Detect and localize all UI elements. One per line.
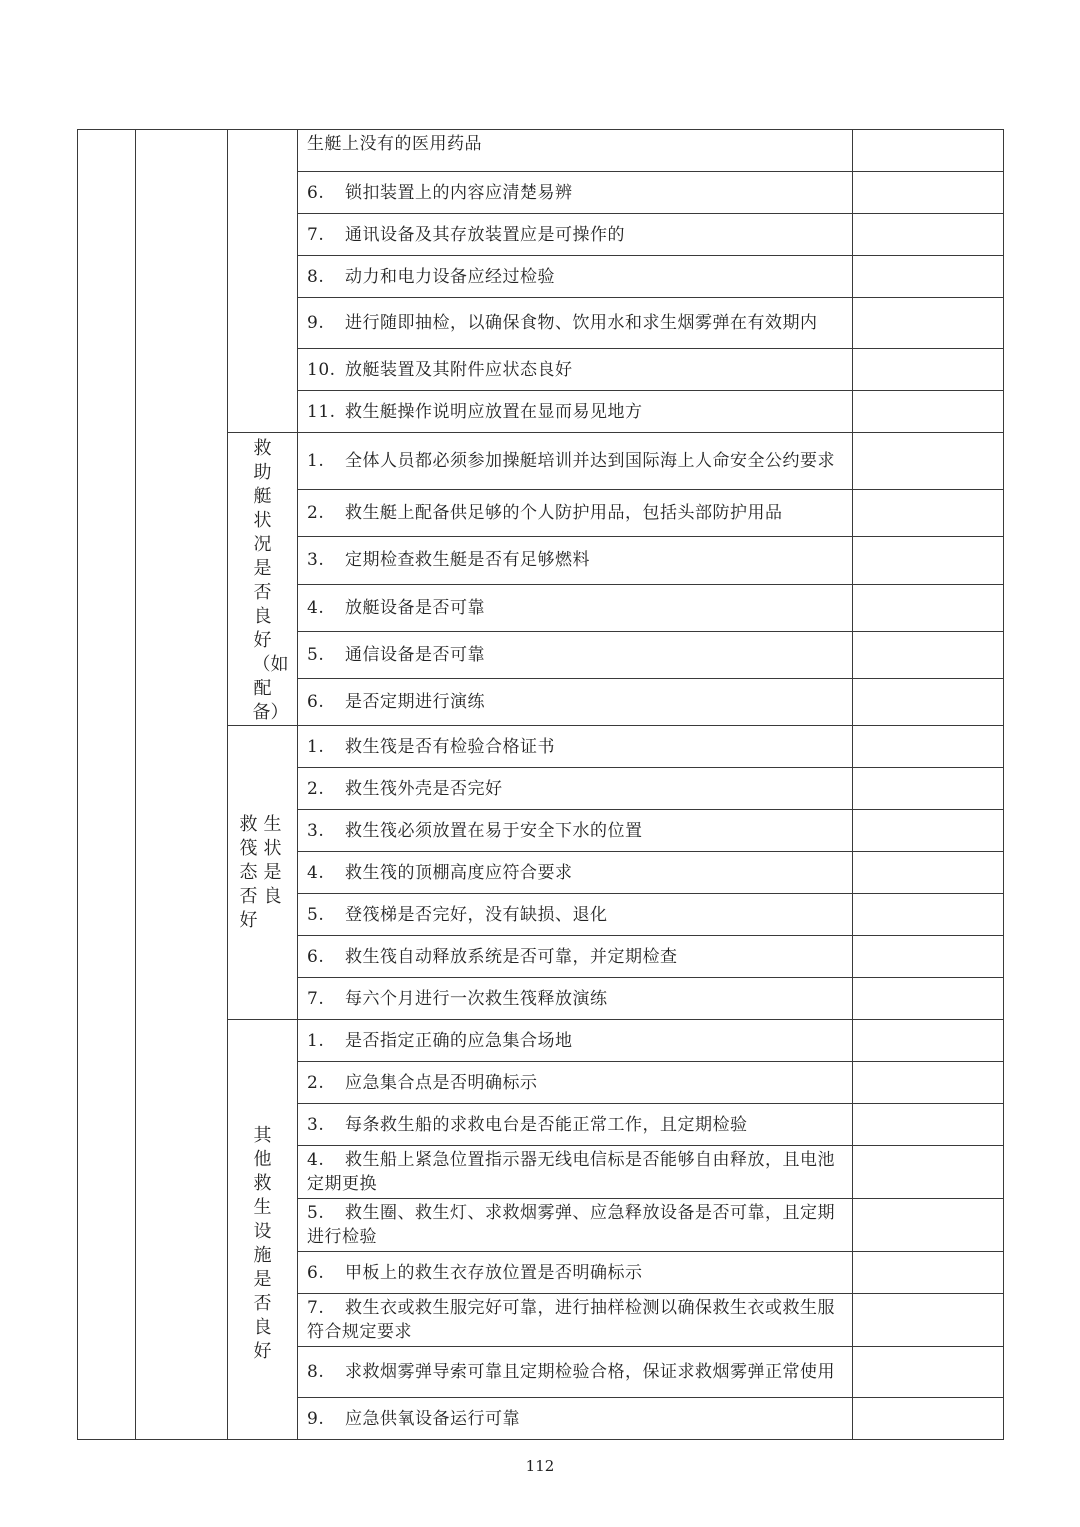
category-other-equipment <box>228 1020 298 1440</box>
checklist-item <box>298 130 853 172</box>
item-text: 通信设备是否可靠 <box>345 644 485 665</box>
checklist-item <box>298 1294 853 1347</box>
result-cell[interactable] <box>853 537 1004 584</box>
page-number: 112 <box>525 1457 555 1475</box>
result-cell[interactable] <box>853 1252 1004 1294</box>
item-number: 6. <box>307 946 325 967</box>
item-text: 救生圈、救生灯、求救烟雾弹、应急释放设备是否可靠，且定期进行检验 <box>307 1203 835 1247</box>
item-number: 6. <box>307 1262 325 1283</box>
checklist-item <box>298 1104 853 1146</box>
item-number: 4. <box>307 1150 325 1170</box>
item-number: 9. <box>307 313 325 333</box>
item-text: 登筏梯是否完好，没有缺损、退化 <box>345 904 608 925</box>
item-number: 5. <box>307 644 325 665</box>
checklist-item <box>298 894 853 936</box>
checklist-item <box>298 852 853 894</box>
item-text: 救生筏必须放置在易于安全下水的位置 <box>345 820 643 841</box>
item-number: 11. <box>307 401 336 422</box>
result-cell[interactable] <box>853 130 1004 172</box>
item-number: 3. <box>307 1114 325 1135</box>
checklist-item <box>298 1062 853 1104</box>
empty-column-1 <box>78 130 136 1440</box>
checklist-item <box>298 256 853 298</box>
result-cell[interactable] <box>853 894 1004 936</box>
checklist-item <box>298 726 853 768</box>
item-number: 7. <box>307 1298 325 1318</box>
item-number: 7. <box>307 988 325 1009</box>
item-number: 5. <box>307 1203 325 1223</box>
checklist-item <box>298 433 853 490</box>
item-text: 每条救生船的求救电台是否能正常工作，且定期检验 <box>345 1114 748 1135</box>
item-text: 救生筏是否有检验合格证书 <box>345 736 555 757</box>
result-cell[interactable] <box>853 1062 1004 1104</box>
item-text: 救生艇上配备供足够的个人防护用品，包括头部防护用品 <box>345 503 783 524</box>
item-number: 8. <box>307 1362 325 1382</box>
result-cell[interactable] <box>853 584 1004 631</box>
item-text: 是否定期进行演练 <box>345 691 485 712</box>
result-cell[interactable] <box>853 1146 1004 1199</box>
item-number: 7. <box>307 224 325 245</box>
result-cell[interactable] <box>853 631 1004 678</box>
checklist-item <box>298 537 853 584</box>
table-row <box>78 130 1004 172</box>
result-cell[interactable] <box>853 1294 1004 1347</box>
result-cell[interactable] <box>853 978 1004 1020</box>
item-text: 是否指定正确的应急集合场地 <box>345 1030 573 1051</box>
item-number: 5. <box>307 904 325 925</box>
item-text: 进行随即抽检，以确保食物、饮用水和求生烟雾弹在有效期内 <box>345 313 818 333</box>
item-text: 救生船上紧急位置指示器无线电信标是否能够自由释放，且电池定期更换 <box>307 1150 835 1194</box>
item-text: 应急集合点是否明确标示 <box>345 1072 538 1093</box>
checklist-item <box>298 1252 853 1294</box>
category-life-raft <box>228 726 298 1020</box>
result-cell[interactable] <box>853 768 1004 810</box>
checklist-item <box>298 349 853 391</box>
item-text: 求救烟雾弹导索可靠且定期检验合格，保证求救烟雾弹正常使用 <box>345 1362 835 1382</box>
result-cell[interactable] <box>853 678 1004 725</box>
item-text: 锁扣装置上的内容应清楚易辨 <box>345 182 573 203</box>
item-text: 通讯设备及其存放装置应是可操作的 <box>345 224 625 245</box>
result-cell[interactable] <box>853 1104 1004 1146</box>
checklist-item <box>298 1347 853 1398</box>
category-rescue-boat <box>228 433 298 726</box>
item-number: 2. <box>307 503 325 524</box>
item-number: 1. <box>307 1030 325 1051</box>
item-text: 放艇设备是否可靠 <box>345 597 485 618</box>
item-text: 放艇装置及其附件应状态良好 <box>345 359 573 380</box>
category-label: 救助艇状况是否良好（如配备） <box>252 438 289 723</box>
item-text: 救生筏自动释放系统是否可靠，并定期检查 <box>345 946 678 967</box>
checklist-item <box>298 298 853 349</box>
item-number: 1. <box>307 451 325 472</box>
result-cell[interactable] <box>853 391 1004 433</box>
checklist-item <box>298 172 853 214</box>
checklist-item <box>298 936 853 978</box>
item-number: 2. <box>307 778 325 799</box>
item-number: 3. <box>307 550 325 571</box>
item-number: 3. <box>307 820 325 841</box>
item-text: 动力和电力设备应经过检验 <box>345 266 555 287</box>
result-cell[interactable] <box>853 490 1004 537</box>
item-number: 10. <box>307 359 336 380</box>
result-cell[interactable] <box>853 1398 1004 1440</box>
result-cell[interactable] <box>853 172 1004 214</box>
item-text: 定期检查救生艇是否有足够燃料 <box>345 550 590 571</box>
result-cell[interactable] <box>853 1199 1004 1252</box>
item-number: 1. <box>307 736 325 757</box>
item-number: 9. <box>307 1408 325 1429</box>
checklist-item <box>298 1146 853 1199</box>
checklist-item <box>298 978 853 1020</box>
result-cell[interactable] <box>853 214 1004 256</box>
checklist-item <box>298 214 853 256</box>
result-cell[interactable] <box>853 726 1004 768</box>
checklist-item <box>298 1398 853 1440</box>
item-number: 6. <box>307 182 325 203</box>
result-cell[interactable] <box>853 433 1004 490</box>
item-text: 全体人员都必须参加操艇培训并达到国际海上人命安全公约要求 <box>345 451 835 472</box>
checklist-item <box>298 1199 853 1252</box>
result-cell[interactable] <box>853 349 1004 391</box>
checklist-item <box>298 391 853 433</box>
result-cell[interactable] <box>853 256 1004 298</box>
checklist-item <box>298 810 853 852</box>
category-lifeboat-continued <box>228 130 298 433</box>
checklist-item <box>298 768 853 810</box>
item-text: 应急供氧设备运行可靠 <box>345 1408 520 1429</box>
item-text: 每六个月进行一次救生筏释放演练 <box>345 988 608 1009</box>
inspection-checklist-table <box>77 129 1004 1440</box>
empty-column-2 <box>136 130 228 1440</box>
checklist-item <box>298 584 853 631</box>
result-cell[interactable] <box>853 298 1004 349</box>
item-text: 救生筏外壳是否完好 <box>345 778 503 799</box>
item-number: 2. <box>307 1072 325 1093</box>
item-number: 8. <box>307 266 325 287</box>
category-label-col2: 生状是良 <box>263 813 282 907</box>
result-cell[interactable] <box>853 810 1004 852</box>
checklist-item <box>298 678 853 725</box>
item-text: 甲板上的救生衣存放位置是否明确标示 <box>345 1262 643 1283</box>
category-label <box>228 813 297 933</box>
result-cell[interactable] <box>853 1020 1004 1062</box>
item-text: 救生衣或救生服完好可靠，进行抽样检测以确保救生衣或救生服符合规定要求 <box>307 1298 835 1342</box>
item-text: 救生筏的顶棚高度应符合要求 <box>345 862 573 883</box>
category-label: 其他救生设施是否良好 <box>253 1125 272 1362</box>
item-text: 救生艇操作说明应放置在显而易见地方 <box>345 401 643 422</box>
item-number: 6. <box>307 691 325 712</box>
checklist-item <box>298 631 853 678</box>
result-cell[interactable] <box>853 936 1004 978</box>
checklist-item <box>298 1020 853 1062</box>
category-label-col1: 救筏态否好 <box>239 813 258 931</box>
checklist-item <box>298 490 853 537</box>
item-number: 4. <box>307 862 325 883</box>
item-number: 4. <box>307 597 325 618</box>
result-cell[interactable] <box>853 852 1004 894</box>
item-text: 生艇上没有的医用药品 <box>307 134 482 154</box>
result-cell[interactable] <box>853 1347 1004 1398</box>
